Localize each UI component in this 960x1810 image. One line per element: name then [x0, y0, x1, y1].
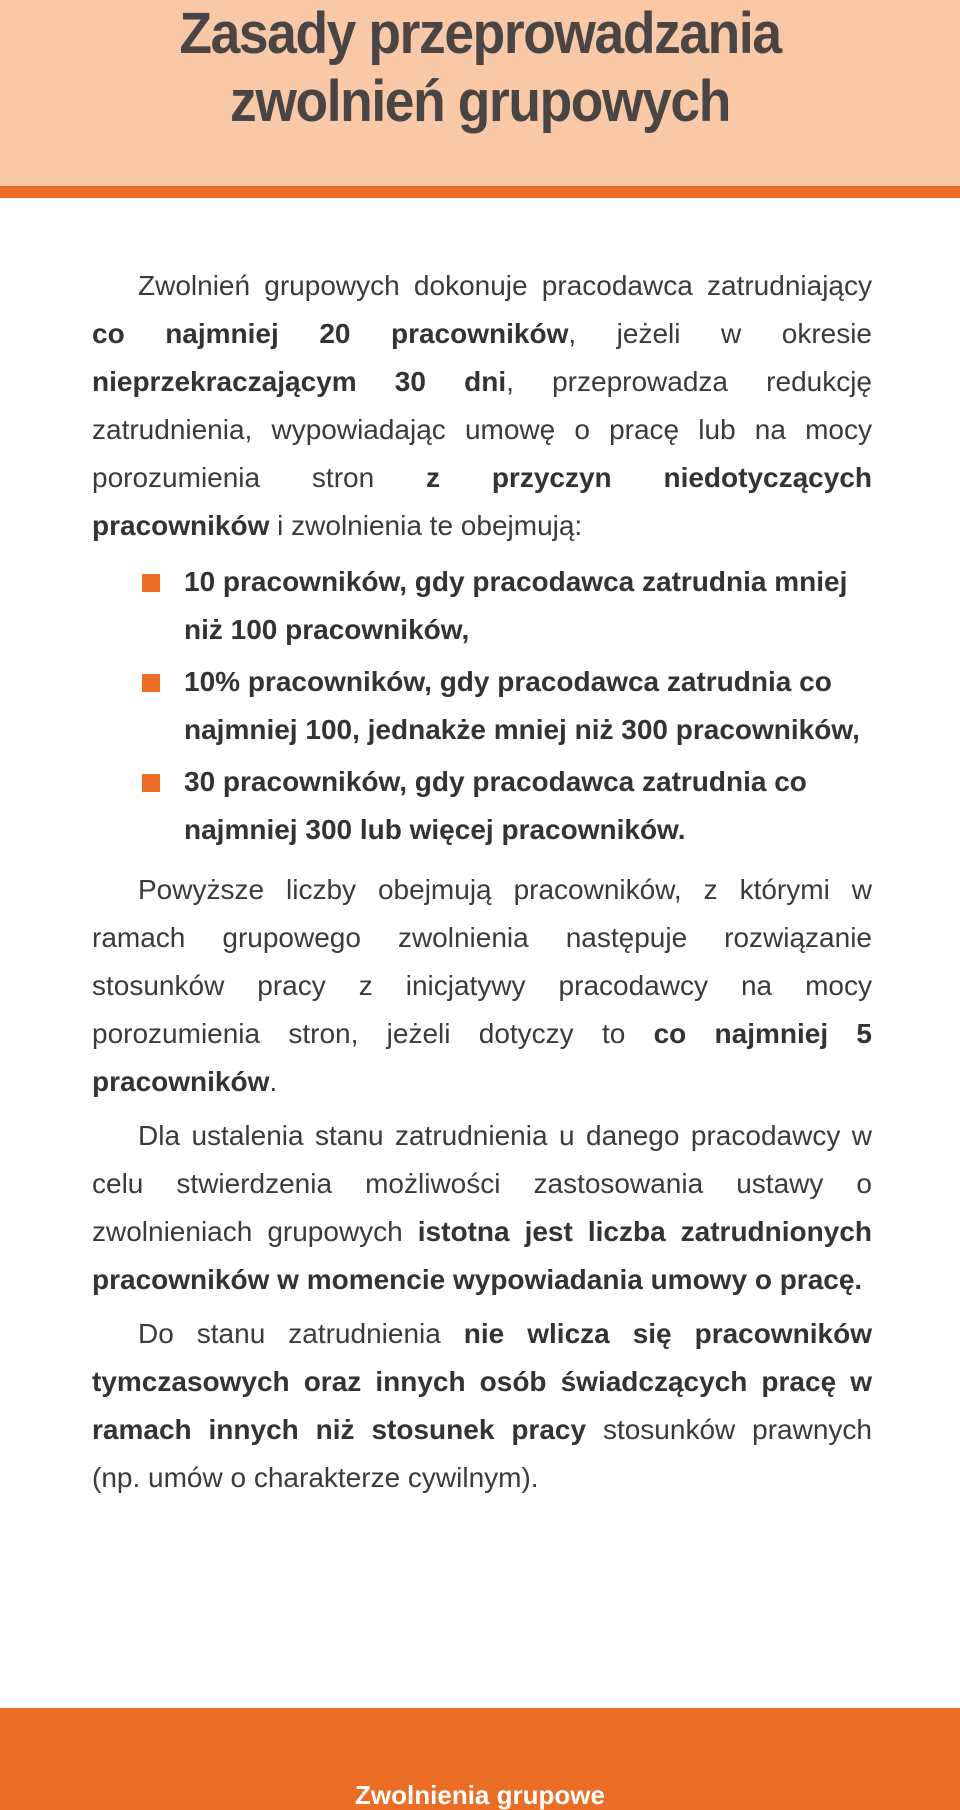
- list-item: [92, 658, 872, 754]
- text-run: Zwolnień grupowych dokonuje pracodawca zatrudniający: [138, 270, 872, 301]
- list-item-text: 10 pracowników, gdy pracodawca zatrudnia mniej niż 100 pracowników,: [184, 566, 848, 645]
- bold-run: z przyczyn niedotyczących pracowników: [92, 462, 872, 541]
- text-run: Do stanu zatrudnienia: [138, 1318, 464, 1349]
- bold-run: nie wlicza się pracowników tymczasowych oraz innych osób świadczących pracę w ramach innych niż stosunek pracy: [92, 1318, 872, 1445]
- text-run: Powyższe liczby obejmują pracowników, z którymi w ramach grupowego zwolnienia następuje rozwiązanie stosunków pracy z inicjatywy pracodawcy na mocy porozumienia stron, jeżeli dotyczy to: [92, 874, 872, 1049]
- list-item: [92, 758, 872, 854]
- page-title-line-1: Zasady przeprowadzania: [179, 1, 781, 66]
- bold-run: co najmniej 5 pracowników: [92, 1018, 872, 1097]
- footer-label: Zwolnienia grupowe: [355, 1780, 605, 1810]
- text-run: , jeżeli w okresie: [568, 318, 873, 349]
- page-title-line-2: zwolnień grupowych: [230, 69, 730, 134]
- page-title: [38, 0, 921, 136]
- list-item: [92, 558, 872, 654]
- paragraph-exclusions: [92, 1310, 872, 1502]
- main-content: [92, 262, 872, 1508]
- list-item-text: 30 pracowników, gdy pracodawca zatrudnia co najmniej 300 lub więcej pracowników.: [184, 766, 807, 845]
- paragraph-counting: [92, 866, 872, 1106]
- list-item-text: 10% pracowników, gdy pracodawca zatrudnia co najmniej 100, jednakże mniej niż 300 pracowników,: [184, 666, 860, 745]
- bold-run: co najmniej 20 pracowników: [92, 318, 569, 349]
- square-bullet-icon: [142, 574, 160, 592]
- text-run: .: [269, 1066, 278, 1097]
- text-run: i zwolnienia te obejmują:: [269, 510, 583, 541]
- square-bullet-icon: [142, 674, 160, 692]
- text-run: Dla ustalenia stanu zatrudnienia u danego pracodawcy w celu stwierdzenia możliwości zastosowania ustawy o zwolnieniach grupowych: [92, 1120, 872, 1247]
- text-run: stosunków prawnych (np. umów o charakterze cywilnym).: [92, 1414, 872, 1493]
- square-bullet-icon: [142, 774, 160, 792]
- text-run: , przeprowadza redukcję zatrudnienia, wypowiadając umowę o pracę lub na mocy porozumienia stron: [92, 366, 872, 493]
- header-rule: [0, 186, 960, 198]
- paragraph-employment-state: [92, 1112, 872, 1304]
- bold-run: nieprzekraczającym 30 dni: [92, 366, 507, 397]
- threshold-list: [92, 558, 872, 854]
- paragraph-intro: [92, 262, 872, 550]
- bold-run: istotna jest liczba zatrudnionych pracowników w momencie wypowiadania umowy o pracę.: [92, 1216, 872, 1295]
